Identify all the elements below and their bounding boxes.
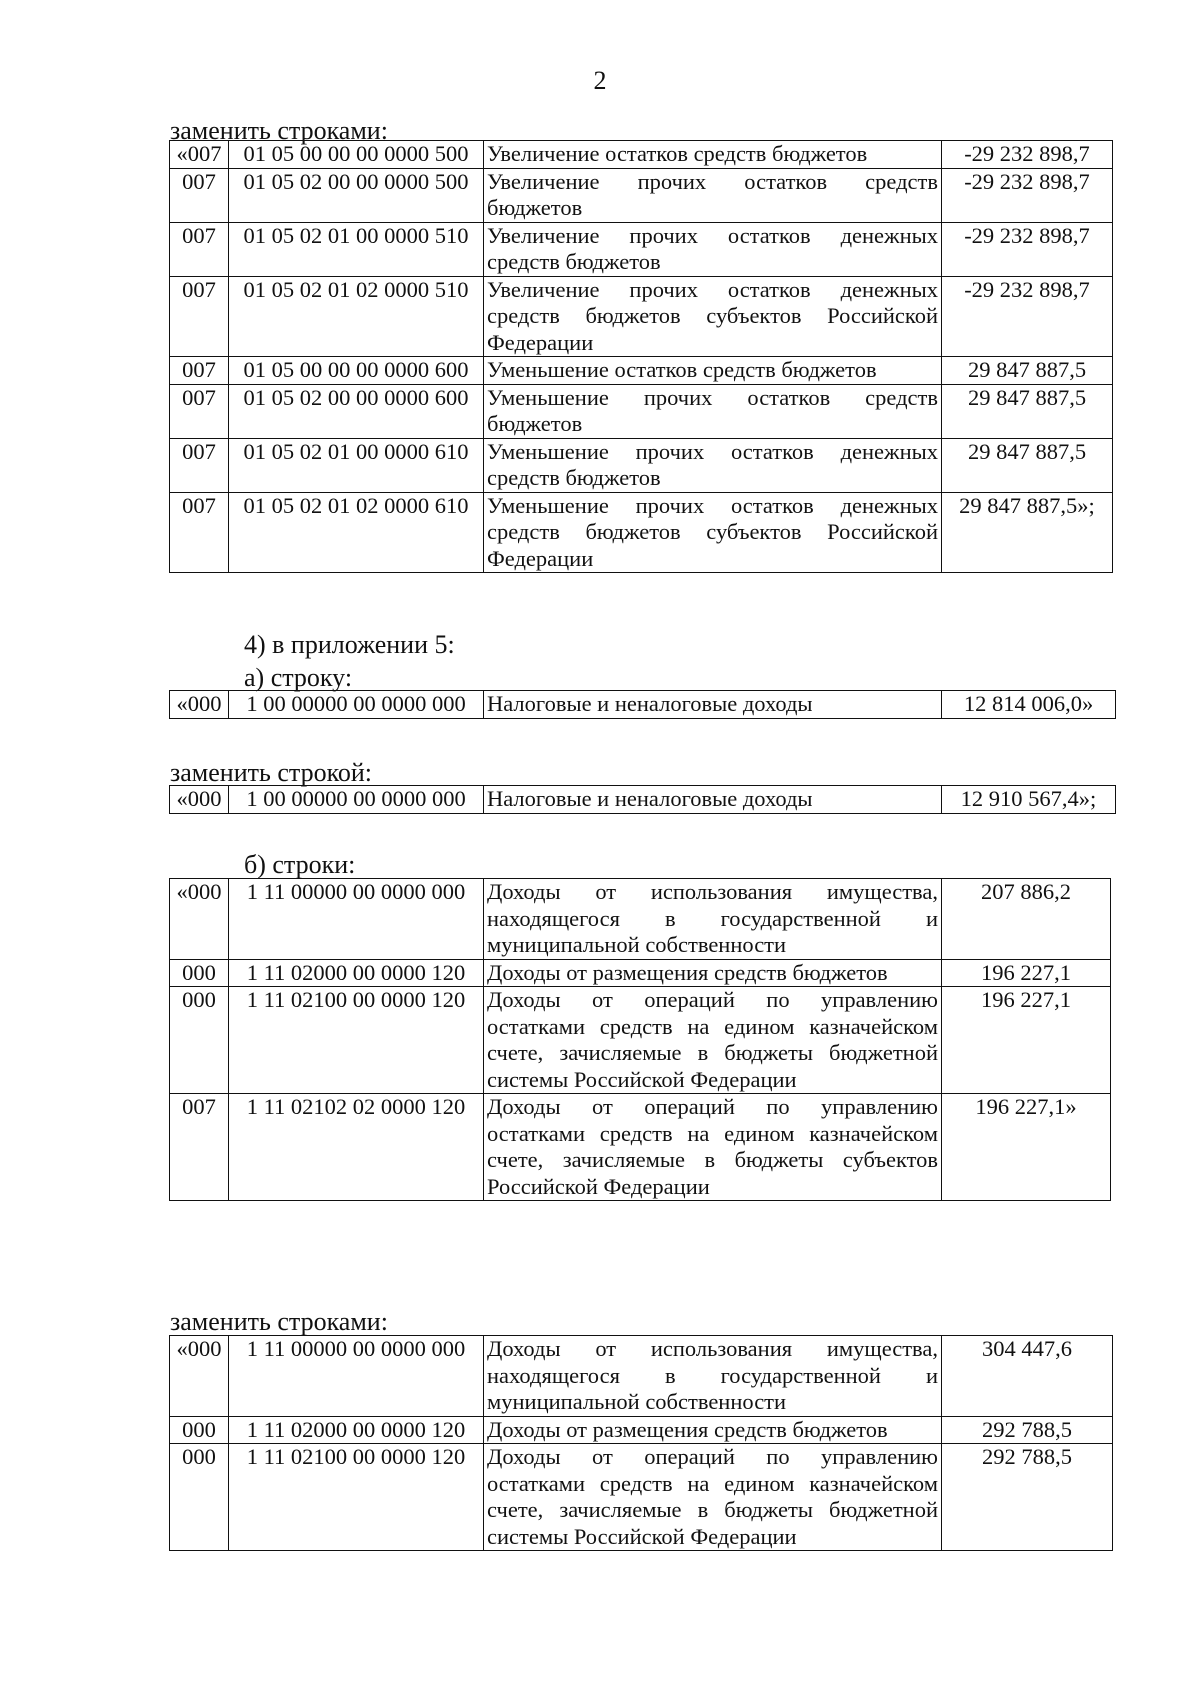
table-code-cell: 007 bbox=[170, 492, 229, 573]
table-value-cell: -29 232 898,7 bbox=[942, 168, 1113, 222]
table-row bbox=[170, 357, 1113, 385]
table-kbk-cell: 1 11 00000 00 0000 000 bbox=[229, 1336, 484, 1417]
table-row bbox=[170, 276, 1113, 357]
table-row bbox=[170, 492, 1113, 573]
table-name-cell: Доходы от операций по управлению остатками средств на едином казначейском счете, зачисляемые в бюджеты субъектов Российской Федерации bbox=[484, 1094, 942, 1201]
table-row bbox=[170, 1416, 1113, 1444]
table-kbk-cell: 1 11 02000 00 0000 120 bbox=[229, 1416, 484, 1444]
heading-row-a: а) строку: bbox=[244, 663, 353, 692]
table-kbk-cell: 1 11 02100 00 0000 120 bbox=[229, 987, 484, 1094]
table-kbk-cell: 01 05 02 01 02 0000 610 bbox=[229, 492, 484, 573]
table-value-cell: 304 447,6 bbox=[942, 1336, 1113, 1417]
table-code-cell: 007 bbox=[170, 384, 229, 438]
tax-income-new-table bbox=[169, 785, 1116, 814]
table-value-cell: 29 847 887,5 bbox=[942, 438, 1113, 492]
tax-income-old-table bbox=[169, 690, 1116, 719]
heading-replace-rows-2: заменить строками: bbox=[170, 1307, 388, 1336]
table-value-cell: 29 847 887,5 bbox=[942, 357, 1113, 385]
table-row bbox=[170, 879, 1111, 960]
table-code-cell: 007 bbox=[170, 357, 229, 385]
table-name-cell: Увеличение прочих остатков денежных средств бюджетов bbox=[484, 222, 942, 276]
table-value-cell: 196 227,1» bbox=[942, 1094, 1111, 1201]
table-code-cell: «000 bbox=[170, 786, 229, 814]
table-value-cell: 196 227,1 bbox=[942, 959, 1111, 987]
table-name-cell: Доходы от размещения средств бюджетов bbox=[484, 1416, 942, 1444]
table-name-cell: Доходы от операций по управлению остатками средств на едином казначейском счете, зачисляемые в бюджеты бюджетной системы Российской Федерации bbox=[484, 1444, 942, 1551]
table-value-cell: 12 814 006,0» bbox=[942, 691, 1116, 719]
page-number: 2 bbox=[593, 66, 607, 95]
heading-replace-rows: заменить строками: bbox=[170, 116, 388, 145]
table-value-cell: -29 232 898,7 bbox=[942, 276, 1113, 357]
table-row bbox=[170, 438, 1113, 492]
table-code-cell: 007 bbox=[170, 276, 229, 357]
table-kbk-cell: 01 05 00 00 00 0000 500 bbox=[229, 141, 484, 169]
table-name-cell: Уменьшение прочих остатков денежных средств бюджетов субъектов Российской Федерации bbox=[484, 492, 942, 573]
table-code-cell: 000 bbox=[170, 987, 229, 1094]
table-kbk-cell: 01 05 02 01 00 0000 610 bbox=[229, 438, 484, 492]
table-kbk-cell: 1 11 02000 00 0000 120 bbox=[229, 959, 484, 987]
table-value-cell: 196 227,1 bbox=[942, 987, 1111, 1094]
table-code-cell: «007 bbox=[170, 141, 229, 169]
table-row bbox=[170, 168, 1113, 222]
table-name-cell: Доходы от использования имущества, находящегося в государственной и муниципальной собственности bbox=[484, 879, 942, 960]
table-row bbox=[170, 1444, 1113, 1551]
table-row bbox=[170, 786, 1116, 814]
table-kbk-cell: 1 11 02100 00 0000 120 bbox=[229, 1444, 484, 1551]
table-value-cell: 207 886,2 bbox=[942, 879, 1111, 960]
table-row bbox=[170, 1094, 1111, 1201]
table-row bbox=[170, 959, 1111, 987]
table-name-cell: Уменьшение прочих остатков денежных средств бюджетов bbox=[484, 438, 942, 492]
table-code-cell: 000 bbox=[170, 1416, 229, 1444]
table-row bbox=[170, 141, 1113, 169]
table-name-cell: Увеличение прочих остатков средств бюджетов bbox=[484, 168, 942, 222]
budget-sources-table bbox=[169, 140, 1113, 573]
table-name-cell: Уменьшение остатков средств бюджетов bbox=[484, 357, 942, 385]
table-value-cell: 12 910 567,4»; bbox=[942, 786, 1116, 814]
table-row bbox=[170, 691, 1116, 719]
table-name-cell: Уменьшение прочих остатков средств бюджетов bbox=[484, 384, 942, 438]
table-code-cell: 000 bbox=[170, 959, 229, 987]
table-value-cell: -29 232 898,7 bbox=[942, 222, 1113, 276]
table-name-cell: Налоговые и неналоговые доходы bbox=[484, 691, 942, 719]
table-row bbox=[170, 222, 1113, 276]
table-value-cell: 29 847 887,5 bbox=[942, 384, 1113, 438]
property-income-old-table bbox=[169, 878, 1111, 1201]
heading-appendix: 4) в приложении 5: bbox=[244, 630, 455, 659]
table-kbk-cell: 1 00 00000 00 0000 000 bbox=[229, 786, 484, 814]
table-code-cell: «000 bbox=[170, 1336, 229, 1417]
table-name-cell: Увеличение прочих остатков денежных средств бюджетов субъектов Российской Федерации bbox=[484, 276, 942, 357]
table-code-cell: 007 bbox=[170, 438, 229, 492]
table-value-cell: 29 847 887,5»; bbox=[942, 492, 1113, 573]
table-name-cell: Доходы от использования имущества, находящегося в государственной и муниципальной собственности bbox=[484, 1336, 942, 1417]
table-code-cell: 007 bbox=[170, 1094, 229, 1201]
table-kbk-cell: 01 05 02 00 00 0000 500 bbox=[229, 168, 484, 222]
table-kbk-cell: 01 05 02 01 02 0000 510 bbox=[229, 276, 484, 357]
table-name-cell: Доходы от операций по управлению остатками средств на едином казначейском счете, зачисляемые в бюджеты бюджетной системы Российской Федерации bbox=[484, 987, 942, 1094]
table-row bbox=[170, 1336, 1113, 1417]
heading-rows-b: б) строки: bbox=[244, 850, 356, 879]
table-kbk-cell: 01 05 00 00 00 0000 600 bbox=[229, 357, 484, 385]
table-value-cell: -29 232 898,7 bbox=[942, 141, 1113, 169]
table-name-cell: Доходы от размещения средств бюджетов bbox=[484, 959, 942, 987]
table-kbk-cell: 01 05 02 00 00 0000 600 bbox=[229, 384, 484, 438]
table-value-cell: 292 788,5 bbox=[942, 1444, 1113, 1551]
table-kbk-cell: 01 05 02 01 00 0000 510 bbox=[229, 222, 484, 276]
table-row bbox=[170, 384, 1113, 438]
table-code-cell: «000 bbox=[170, 879, 229, 960]
table-kbk-cell: 1 00 00000 00 0000 000 bbox=[229, 691, 484, 719]
table-code-cell: 007 bbox=[170, 168, 229, 222]
table-code-cell: 007 bbox=[170, 222, 229, 276]
table-kbk-cell: 1 11 02102 02 0000 120 bbox=[229, 1094, 484, 1201]
table-name-cell: Налоговые и неналоговые доходы bbox=[484, 786, 942, 814]
table-code-cell: «000 bbox=[170, 691, 229, 719]
heading-replace-row: заменить строкой: bbox=[170, 758, 373, 787]
table-name-cell: Увеличение остатков средств бюджетов bbox=[484, 141, 942, 169]
table-value-cell: 292 788,5 bbox=[942, 1416, 1113, 1444]
table-row bbox=[170, 987, 1111, 1094]
property-income-new-table bbox=[169, 1335, 1113, 1551]
table-kbk-cell: 1 11 00000 00 0000 000 bbox=[229, 879, 484, 960]
table-code-cell: 000 bbox=[170, 1444, 229, 1551]
